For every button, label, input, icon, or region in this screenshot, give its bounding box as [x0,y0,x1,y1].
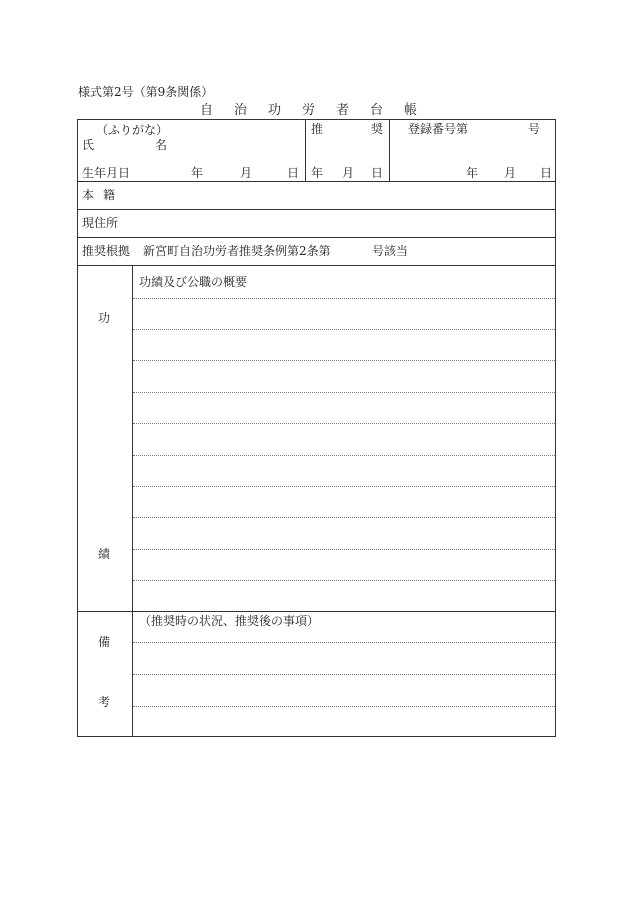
column-divider [132,265,133,737]
remarks-heading: （推奨時の状況、推奨後の事項） [139,614,320,628]
name-label-right: 名 [155,138,168,152]
row-divider [77,611,556,612]
registration-number-suffix: 号 [528,122,541,136]
row-divider [77,265,556,266]
column-divider [305,119,306,181]
birth-year-label: 年 [191,166,204,180]
title-char: 治 [234,103,248,118]
row-divider [77,209,556,210]
form-number-label: 様式第2号（第9条関係） [78,85,214,99]
title-char: 自 [200,103,214,118]
address-label: 現住所 [82,216,119,230]
furigana-label: （ふりがな） [96,123,169,137]
recommend-label-right: 奨 [371,122,384,136]
birth-month-label: 月 [240,166,253,180]
ruled-line [133,580,555,581]
registration-month-label: 月 [504,166,517,180]
achievements-side-label-2: 績 [98,547,111,561]
honseki-label-1: 本 [82,188,95,202]
achievements-side-label-1: 功 [98,311,111,325]
basis-text: 新宮町自治功労者推奨条例第2条第 [143,244,331,258]
ruled-line [133,329,555,330]
ruled-line [133,642,555,643]
honseki-label-2: 籍 [103,188,116,202]
name-label-left: 氏 [82,138,95,152]
ruled-line [133,298,555,299]
title-char: 労 [302,103,316,118]
registration-year-label: 年 [466,166,479,180]
recommend-year-label: 年 [311,166,324,180]
birth-day-label: 日 [287,166,300,180]
basis-suffix: 号該当 [372,244,409,258]
ruled-line [133,549,555,550]
registration-number-label: 登録番号第 [408,122,469,136]
title-char: 台 [370,103,384,118]
row-divider [77,237,556,238]
title-char: 帳 [404,103,418,118]
remarks-side-label-1: 備 [98,635,111,649]
basis-label: 推奨根拠 [82,244,131,258]
recommend-label-left: 推 [311,122,324,136]
title-char: 功 [268,103,282,118]
document-title [200,104,438,117]
ruled-line [133,517,555,518]
column-divider [389,119,390,181]
row-divider [77,181,556,182]
ruled-line [133,360,555,361]
remarks-side-label-2: 考 [98,695,111,709]
ruled-line [133,423,555,424]
ruled-line [133,392,555,393]
title-char: 者 [336,103,350,118]
ruled-line [133,455,555,456]
register-table [77,119,556,737]
recommend-day-label: 日 [371,166,384,180]
ruled-line [133,674,555,675]
registration-day-label: 日 [540,166,553,180]
birthdate-label: 生年月日 [82,166,131,180]
achievements-heading: 功績及び公職の概要 [139,275,248,289]
ruled-line [133,706,555,707]
recommend-month-label: 月 [342,166,355,180]
ruled-line [133,486,555,487]
